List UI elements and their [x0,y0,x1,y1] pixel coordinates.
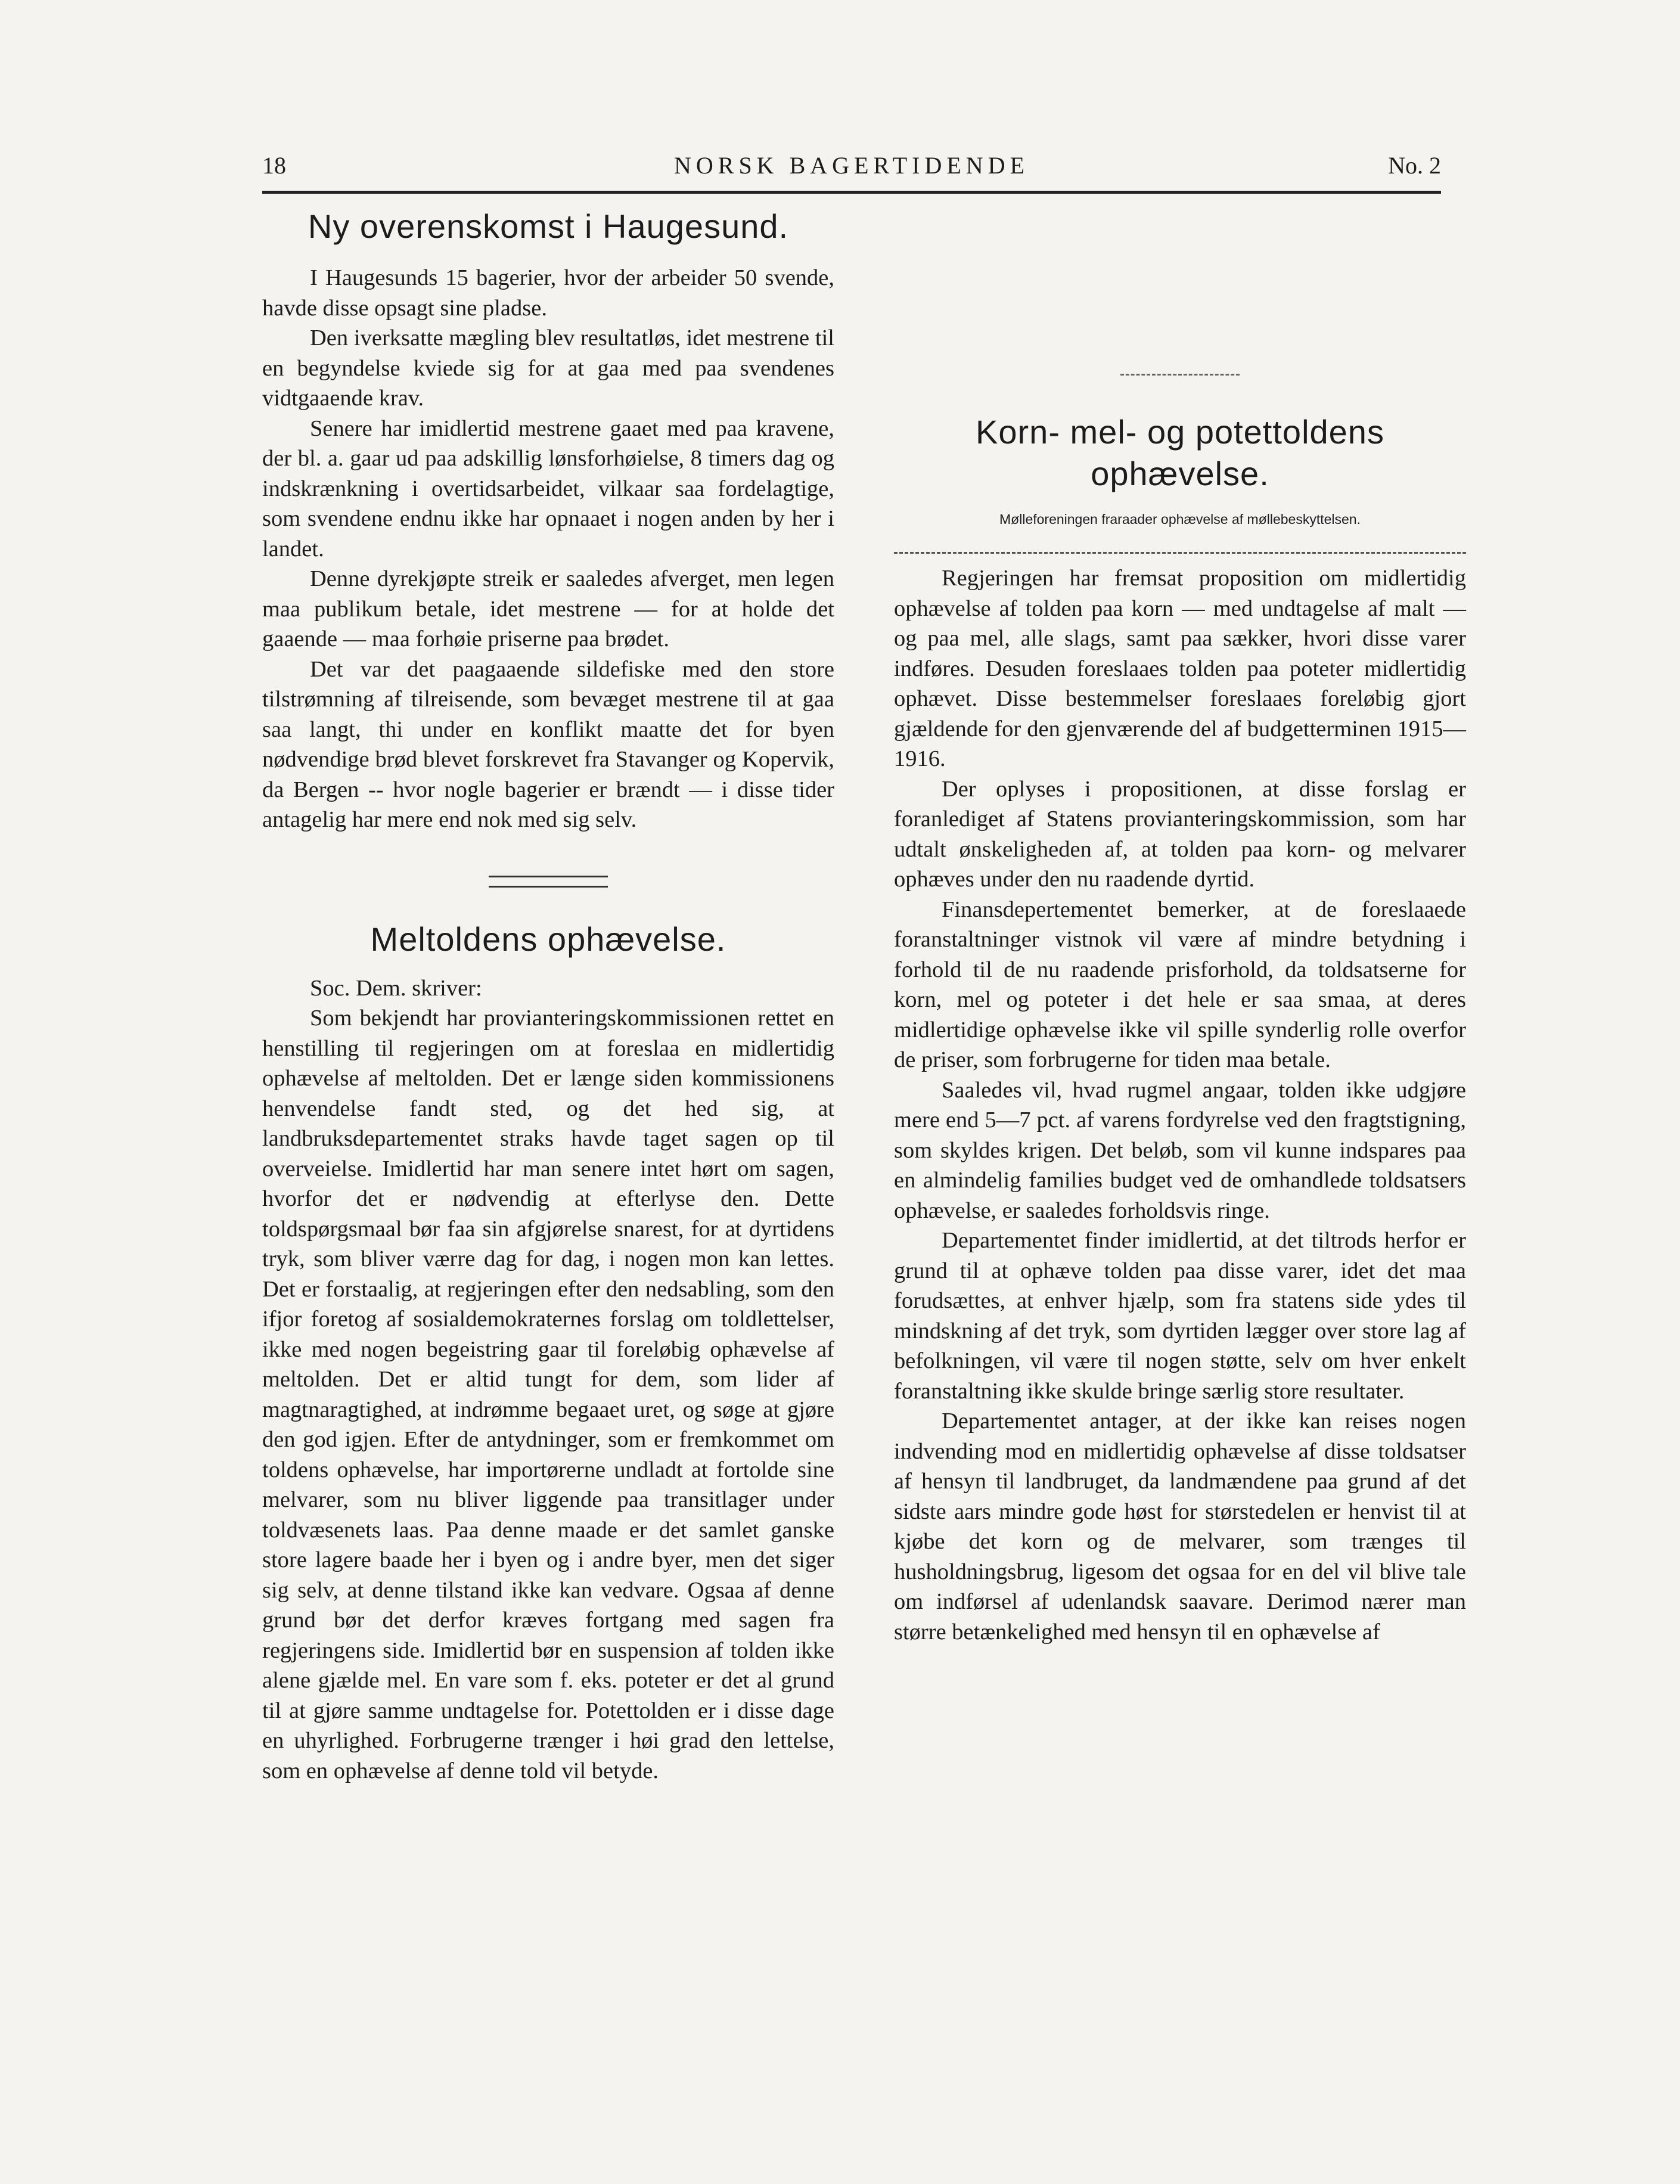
paragraph: Den iverksatte mægling blev resultatløs, idet mestrene til en begyndelse kviede sig for at gaa med paa svendenes vidtgaaende krav. [262,325,834,411]
paragraph: I Haugesunds 15 bagerier, hvor der arbeider 50 svende, havde disse opsagt sine pladse. [262,265,834,321]
continued-text-spacer [894,206,1466,331]
section-divider [1120,374,1240,376]
article-body [894,563,1466,1647]
article-title: Ny overenskomst i Haugesund. [308,207,789,245]
issue-number: No. 2 [1388,152,1441,179]
paragraph: Som bekjendt har provianteringskommissionen rettet en henstilling til regjeringen om at foreslaa en midlertidig ophævelse af meltolden. Det er længe siden kommissionens henvendelse fandt sted, og det hed sig, at landbruksdepartementet straks havde taget sagen op til overveielse. Imidlertid har man senere intet hørt om sagen, hvorfor det er nødvendig at efterlyse den. Dette toldspørgsmaal bør faa sin afgjørelse snarest, for at dyrtidens tryk, som bliver værre dag for dag, i nogen mon kan lettes. Det er forstaalig, at regjeringen efter den nedsabling, som den ifjor foretog af sosialdemokraternes forslag om toldlettelser, ikke med nogen begeistring gaar til foreløbig ophævelse af meltolden. Det er altid tungt for dem, som lider af magtnaragtighed, at indrømme begaaet uret, og søge at gjøre den god igjen. Efter de antydninger, som er fremkommet om toldens ophævelse, har importørerne undladt at fortolde sine melvarer, som nu bliver liggende paa transitlager under toldvæsenets laas. Paa denne maade er det samlet ganske store lagere baade her i byen og i andre byer, men det siger sig selv, at denne tilstand ikke kan vedvare. Ogsaa af denne grund bør det derfor kræves fortgang med sagen fra regjeringens side. Imidlertid bør en suspension af tolden ikke alene gjælde mel. En vare som f. eks. poteter er det al grund til at gjøre samme undtagelse for. Potettolden er i disse dage en uhyrlighed. Forbrugerne trænger i høi grad den lettelse, som en ophævelse af denne told vil betyde. [262,1006,834,1783]
article-title: Korn- mel- og potettoldens [976,413,1384,451]
paragraph: Departementet finder imidlertid, at det tiltrods herfor er grund til at ophæve tolden paa disse varer, idet det maa forudsættes, at enhver hjælp, som fra statens side ydes til mindskning af det tryk, som dyrtiden lægger over store lag af befolkningen, vil være til nogen støtte, selv om hver enkelt foranstaltning ikke skulde bringe særlig store resultater. [894,1228,1466,1404]
article-title: Meltoldens ophævelse. [370,920,726,958]
article-body [262,263,834,835]
article-body [262,973,834,1786]
paragraph: Senere har imidlertid mestrene gaaet med paa kravene, der bl. a. gaar ud paa adskillig lønsforhøielse, 8 timers dag og indskrænkning i overtidsarbeidet, vilkaar saa fordelagtige, som svendene endnu ikke har opnaaet i nogen anden by her i landet. [262,415,834,561]
page-header [262,149,1441,194]
paragraph: Saaledes vil, hvad rugmel angaar, tolden ikke udgjøre mere end 5—7 pct. af varens fordyrelse ved den fragtstigning, som skyldes krigen. Det beløb, som vil kunne indspares paa en almindelig families budget ved de omhandlede toldsatsers ophævelse, er saaledes forholdsvis ringe. [894,1077,1466,1223]
article-title-continued: ophævelse. [1091,455,1269,492]
paragraph: Departementet antager, at der ikke kan reises nogen indvending mod en midlertidig ophævelse af disse toldsatser af hensyn til landbruget, da landmændene paa grund af det sidste aars mindre gode høst for størstedelen er henvist til at kjøbe det korn og de melvarer, som trænges til husholdningsbrug, ligesom det ogsaa for en del vil blive tale om indførsel af udenlandsk saavare. Derimod nærer man større betænkelighed med hensyn til en ophævelse af [894,1409,1466,1645]
page-number: 18 [262,152,286,179]
paragraph: Regjeringen har fremsat proposition om midlertidig ophævelse af tolden paa korn — med undtagelse af malt — og paa mel, alle slags, samt paa sækker, hvori disse varer indføres. Desuden foreslaaes tolden paa poteter midlertidig ophævet. Disse bestemmelser foreslaaes foreløbig gjort gjældende for den gjenværende del af budgetterminen 1915—1916. [894,566,1466,771]
paragraph: Der oplyses i propositionen, at disse forslag er foranlediget af Statens provianteringskommission, som har udtalt ønskeligheden af, at tolden paa korn- og melvarer ophæves under den nu raadende dyrtid. [894,776,1466,892]
left-column [262,206,834,1786]
right-column [894,206,1466,1647]
masthead: NORSK BAGERTIDENDE [673,152,1030,179]
paragraph: Soc. Dem. skriver: [310,975,482,1001]
dashed-divider [894,552,1466,554]
section-divider [489,876,608,888]
paragraph: Det var det paagaaende sildefiske med den store tilstrømning af tilreisende, som bevæget mestrene til at gaa saa langt, thi under en konflikt maatte det for byen nødvendige brød blevet forskrevet fra Stavanger og Kopervik, da Bergen -- hvor nogle bagerier er brændt — i disse tider antagelig har mere end nok med sig selv. [262,656,834,832]
article-subtitle: Mølleforeningen fraraader ophævelse af møllebeskyttelsen. [999,511,1361,527]
paragraph: Denne dyrekjøpte streik er saaledes afverget, men legen maa publikum betale, idet mestrene — for at holde det gaaende — maa forhøie priserne paa brødet. [262,566,834,652]
paragraph: Finansdepertementet bemerker, at de foreslaaede foranstaltninger vistnok vil være af mindre betydning i forhold til de nu raadende prisforhold, da toldsatserne for korn, mel og poteter i det hele er saa smaa, at deres midlertidige ophævelse ikke vil spille synderlig rolle overfor de priser, som forbrugerne for tiden maa betale. [894,896,1466,1072]
